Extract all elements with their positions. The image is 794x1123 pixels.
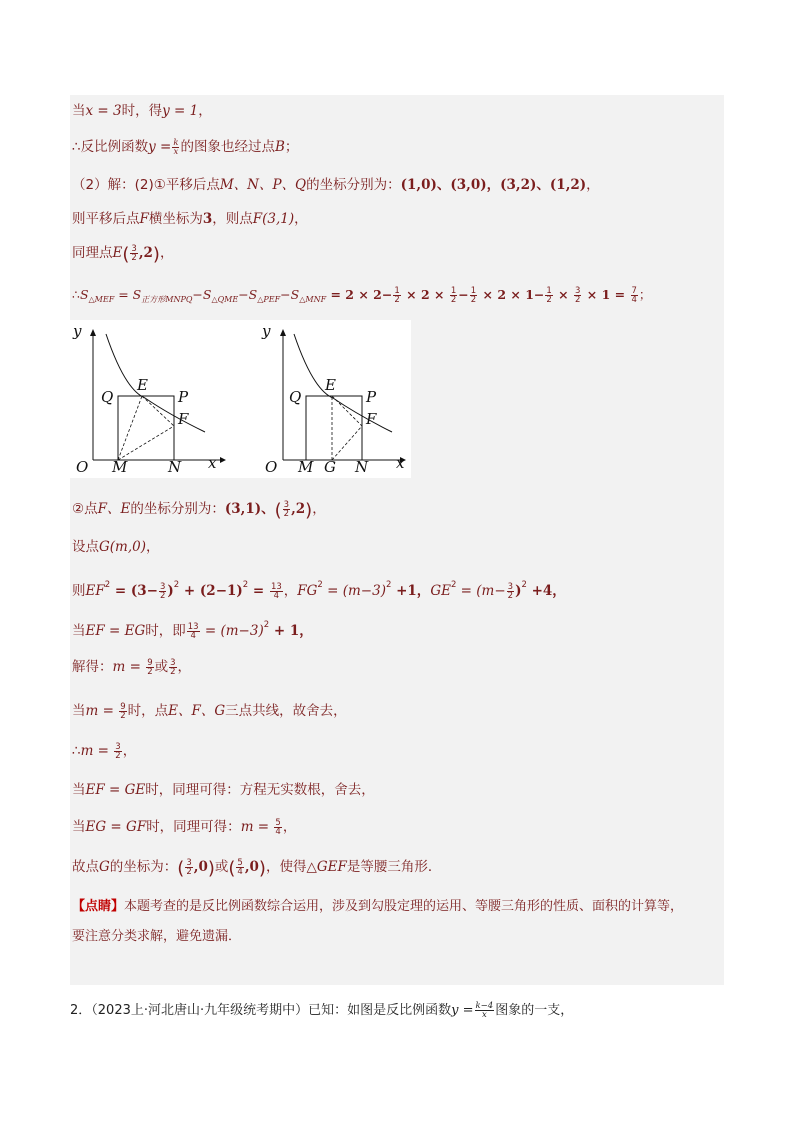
- text: 设点: [72, 539, 99, 555]
- superscript: 2: [242, 580, 249, 590]
- fraction-num: 3: [507, 581, 514, 592]
- fraction-den: 2: [159, 590, 166, 601]
- math: −S: [192, 287, 212, 302]
- comment-line: [72, 898, 683, 916]
- label-n: N: [355, 458, 369, 476]
- text: 当: [72, 819, 86, 835]
- fraction-den: 2: [546, 295, 552, 305]
- math: F、E: [97, 501, 131, 517]
- fraction-num: k−4: [475, 1001, 494, 1011]
- label-f: F: [366, 410, 377, 428]
- math: ,2: [291, 501, 306, 517]
- math: m =: [112, 659, 146, 675]
- superscript: 2: [317, 580, 323, 590]
- text-line: [72, 176, 600, 194]
- math: = (m−3): [200, 623, 264, 639]
- fraction: [545, 287, 552, 304]
- subscript: △MNF: [299, 295, 327, 304]
- fraction-num: 9: [147, 657, 153, 668]
- math: ): [167, 583, 174, 599]
- text: ，: [146, 539, 160, 555]
- comment-text: 要注意分类求解，避免遗漏．: [72, 929, 242, 944]
- text: ，: [198, 103, 212, 119]
- fraction-num: 3: [283, 499, 290, 510]
- label-m: M: [112, 458, 128, 476]
- text: 的图象也经过点: [180, 139, 275, 155]
- fraction-den: 4: [631, 295, 637, 305]
- label-o: O: [265, 458, 278, 476]
- math: m =: [80, 743, 114, 759]
- text: 的坐标分别为：: [130, 501, 225, 517]
- math: △GEF: [306, 859, 347, 875]
- fraction-den: x: [173, 146, 179, 157]
- fraction-num: 3: [170, 657, 176, 668]
- fraction-den: 2: [394, 295, 400, 305]
- math: M、N、P、Q: [219, 177, 307, 193]
- label-e: E: [325, 376, 336, 394]
- text: ，: [283, 583, 298, 599]
- fraction: [185, 859, 192, 876]
- fraction: [119, 703, 126, 720]
- text: 时，即: [145, 623, 186, 639]
- text: ，: [122, 743, 137, 759]
- math: +1，: [391, 583, 431, 599]
- text: ，: [177, 659, 192, 675]
- text-line: [72, 616, 313, 640]
- fraction-num: 1: [394, 286, 400, 296]
- fraction-den: 4: [273, 590, 280, 601]
- paren: (: [228, 858, 236, 879]
- text: 时，同理可得：: [146, 819, 241, 835]
- fraction: [574, 287, 581, 304]
- fraction-den: 2: [147, 666, 153, 677]
- fraction-num: 1: [546, 286, 552, 296]
- figure-background: [70, 320, 411, 478]
- fraction-num: 13: [270, 581, 282, 592]
- math: y =: [451, 1003, 474, 1018]
- text: ；: [284, 139, 299, 155]
- fraction: [475, 1002, 495, 1019]
- paren: (: [274, 500, 282, 521]
- text-line: [72, 102, 212, 120]
- math: G(m,0): [99, 539, 146, 555]
- subscript: △QME: [211, 295, 239, 304]
- text: ，: [586, 177, 600, 193]
- text: ，: [282, 819, 297, 835]
- superscript: 2: [263, 620, 270, 630]
- fraction: [283, 501, 290, 518]
- label-q: Q: [289, 388, 302, 406]
- label-p: P: [366, 388, 377, 406]
- comment-tag: 【点睛】: [72, 899, 125, 914]
- math: −: [458, 287, 469, 302]
- math: =: [248, 583, 269, 599]
- math: = S: [114, 287, 142, 302]
- fraction: [187, 623, 200, 640]
- fraction: [470, 287, 477, 304]
- fraction-num: 1: [470, 286, 477, 296]
- fraction-num: 3: [186, 857, 192, 868]
- text: ∴: [72, 743, 81, 759]
- label-y: y: [262, 322, 271, 340]
- text-line: [72, 658, 191, 676]
- fraction-num: 3: [159, 581, 166, 592]
- fraction-den: 2: [470, 295, 477, 305]
- text: 当: [72, 782, 86, 798]
- question-text: 2．（2023上·河北唐山·九年级统考期中）已知：如图是反比例函数: [70, 1003, 452, 1018]
- paren: ): [152, 244, 160, 265]
- text: 的坐标为：: [109, 859, 178, 875]
- fraction: [450, 287, 457, 304]
- text: ，: [294, 211, 308, 227]
- question-line: [70, 1002, 573, 1020]
- text-line: [72, 702, 347, 720]
- fraction: [130, 245, 137, 262]
- fraction-den: 2: [575, 295, 581, 305]
- math: E: [112, 245, 123, 261]
- paren: (: [177, 858, 185, 879]
- text: ，: [312, 501, 326, 517]
- math: −S: [280, 287, 300, 302]
- text: 或: [214, 859, 229, 875]
- label-o: O: [76, 458, 89, 476]
- label-p: P: [178, 388, 189, 406]
- comment-text: 本题考查的是反比例函数综合运用，涉及到勾股定理的运用、等腰三角形的性质、面积的计算等，: [124, 899, 684, 914]
- text: ∴反比例函数: [72, 139, 149, 155]
- text-line: [72, 210, 308, 228]
- text-line: [72, 576, 566, 600]
- math: +4，: [526, 583, 566, 599]
- math: + (2−1): [179, 583, 243, 599]
- comment-line: [72, 928, 241, 946]
- fraction: [146, 659, 153, 676]
- text-line: [72, 858, 441, 878]
- text: 当: [72, 703, 86, 719]
- fraction-den: x: [481, 1010, 487, 1020]
- fraction-den: 2: [115, 750, 121, 761]
- label-x: x: [208, 454, 217, 472]
- math: EG = GF: [85, 819, 147, 835]
- text-line: [72, 781, 375, 799]
- fraction-den: 4: [237, 866, 243, 877]
- math: ,0: [244, 859, 259, 875]
- fraction-num: 7: [631, 286, 637, 296]
- math: m =: [85, 703, 119, 719]
- math: GE: [430, 583, 451, 599]
- text: （2）解：(2)①平移后点: [72, 177, 220, 193]
- math: y =: [148, 139, 172, 155]
- text: 时，点: [127, 703, 169, 719]
- superscript: 2: [450, 580, 457, 590]
- fraction: [236, 859, 243, 876]
- text: ∴: [72, 287, 80, 302]
- text: 则: [72, 583, 86, 599]
- text: 是等腰三角形．: [346, 859, 442, 875]
- fraction-num: 1: [450, 286, 457, 296]
- subscript: 正方形MNPQ: [141, 295, 193, 304]
- label-g: G: [324, 458, 336, 476]
- math: F(3,1): [252, 211, 295, 227]
- fraction-den: 2: [170, 666, 176, 677]
- math: ,2: [138, 245, 153, 261]
- subscript: △MEF: [88, 295, 115, 304]
- fraction-den: 2: [186, 866, 192, 877]
- paren: ): [207, 858, 215, 879]
- text: ，则点: [212, 211, 253, 227]
- superscript: 2: [521, 580, 527, 590]
- text-line: [72, 138, 298, 156]
- text: ；: [638, 287, 652, 302]
- fraction-num: 3: [115, 741, 121, 752]
- text: 解得：: [72, 659, 113, 675]
- fraction-num: 13: [187, 621, 199, 632]
- fraction-den: 4: [190, 630, 196, 641]
- solution-box: [70, 95, 724, 985]
- text: 的坐标分别为：: [306, 177, 401, 193]
- text-line: [72, 538, 160, 556]
- text: 同理点: [72, 245, 113, 261]
- math: × 1 =: [582, 287, 630, 302]
- math: = (3−: [110, 583, 158, 599]
- text: 当: [72, 103, 86, 119]
- label-m: M: [298, 458, 314, 476]
- superscript: 2: [385, 580, 392, 590]
- text-line: [72, 742, 136, 760]
- label-x: x: [396, 454, 405, 472]
- text: 横坐标为: [148, 211, 203, 227]
- fraction: [274, 819, 281, 836]
- math: ,0: [193, 859, 208, 875]
- fraction-num: 5: [237, 857, 243, 868]
- math: −S: [238, 287, 258, 302]
- math: ): [515, 583, 522, 599]
- text: 当: [72, 623, 86, 639]
- math: y = 1: [162, 103, 199, 119]
- subscript: △PEF: [257, 295, 281, 304]
- text: 时，得: [121, 103, 163, 119]
- superscript: 2: [173, 580, 180, 590]
- text: 则平移后点: [72, 211, 140, 227]
- label-f: F: [178, 410, 189, 428]
- fraction: [270, 583, 283, 600]
- math: FG: [297, 583, 318, 599]
- fraction-den: 2: [507, 590, 514, 601]
- text-line: [72, 244, 173, 264]
- math: × 2 × 1−: [478, 287, 545, 302]
- label-n: N: [168, 458, 182, 476]
- fraction-den: 2: [131, 252, 137, 263]
- text: 时，同理可得：方程无实数根，舍去，: [145, 782, 375, 798]
- math: EF = EG: [85, 623, 146, 639]
- text: 三点共线，故舍去，: [225, 703, 347, 719]
- paren: ): [258, 858, 266, 879]
- text: ②点: [72, 501, 98, 517]
- fraction-den: 4: [275, 826, 281, 837]
- fraction-num: 9: [120, 701, 126, 712]
- label-y: y: [73, 322, 82, 340]
- paren: (: [122, 244, 130, 265]
- math: (3,1)、: [224, 501, 275, 517]
- fraction-num: 3: [131, 243, 137, 254]
- math: F: [139, 211, 149, 227]
- fraction-num: 3: [575, 286, 581, 296]
- math: EF: [85, 583, 105, 599]
- text: 或: [154, 659, 169, 675]
- fraction-num: k: [173, 137, 179, 148]
- math: m =: [240, 819, 274, 835]
- fraction: [169, 659, 176, 676]
- text: ，: [159, 245, 174, 261]
- fraction: [172, 139, 179, 156]
- math: x = 3: [85, 103, 122, 119]
- fraction: [114, 743, 121, 760]
- figure-panel: [70, 320, 411, 478]
- fraction-den: 2: [450, 295, 457, 305]
- math: G: [99, 859, 110, 875]
- math: + 1，: [269, 623, 313, 639]
- math: = (m−: [456, 583, 506, 599]
- text: ，使得: [265, 859, 307, 875]
- math: = (m−3): [322, 583, 386, 599]
- superscript: 2: [104, 580, 111, 590]
- fraction: [507, 583, 514, 600]
- fraction: [631, 287, 638, 304]
- text-line: [72, 286, 651, 309]
- label-e: E: [137, 376, 148, 394]
- math: EF = GE: [85, 782, 146, 798]
- fraction-den: 2: [283, 508, 290, 519]
- text-line: [72, 818, 296, 836]
- math: × 2 ×: [401, 287, 449, 302]
- text: 故点: [72, 859, 99, 875]
- math: (1,0)、(3,0)，(3,2)、(1,2): [400, 177, 587, 193]
- fraction-den: 2: [120, 710, 126, 721]
- fraction: [159, 583, 166, 600]
- text-line: [72, 500, 326, 520]
- paren: ): [305, 500, 313, 521]
- fraction-num: 5: [275, 817, 281, 828]
- math: ×: [553, 287, 574, 302]
- fraction: [393, 287, 400, 304]
- math: E、F、G: [168, 703, 226, 719]
- math: = 2 × 2−: [326, 287, 393, 302]
- math: 3: [202, 211, 213, 227]
- math: B: [274, 139, 285, 155]
- math: S: [79, 287, 89, 302]
- label-q: Q: [101, 388, 114, 406]
- question-text: 图象的一支，: [495, 1003, 574, 1018]
